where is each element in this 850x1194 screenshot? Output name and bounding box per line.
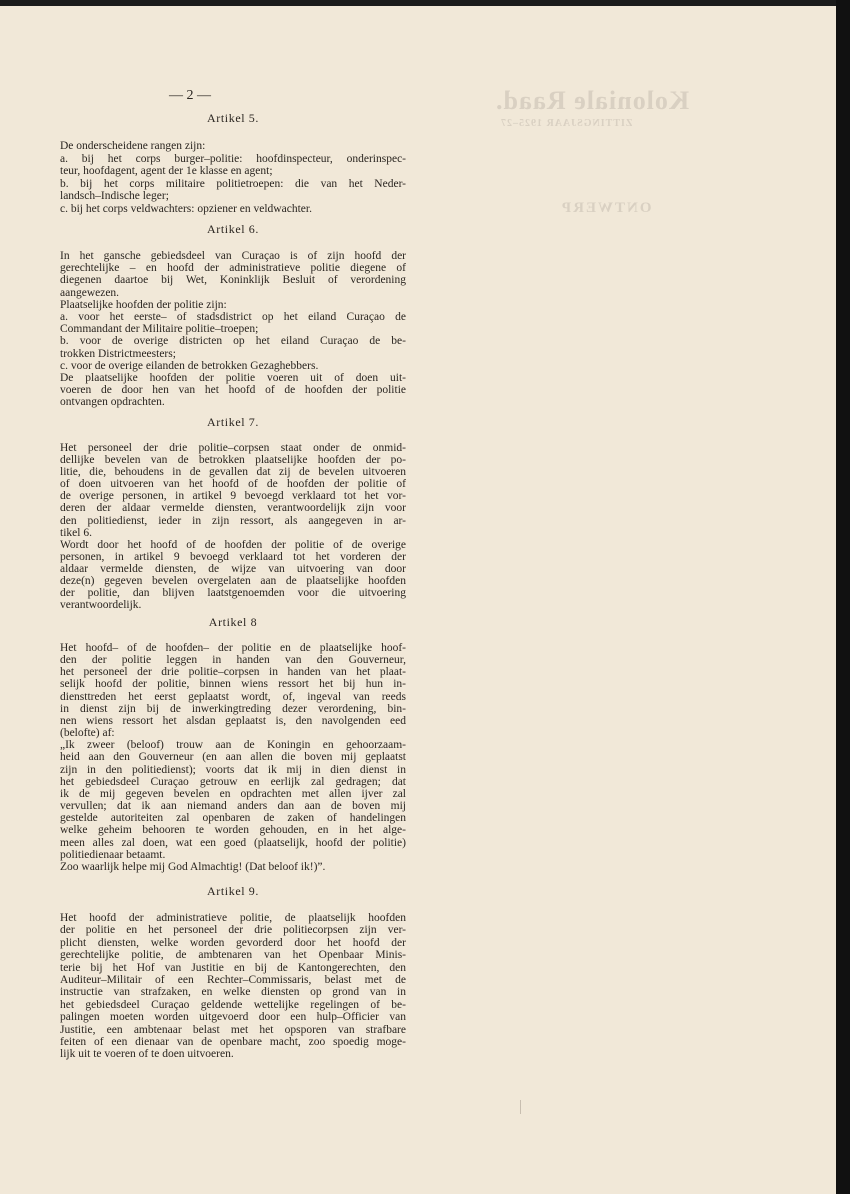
- text-line: b. bij het corps militaire politietroepen: die van het Neder-: [60, 177, 406, 190]
- scan-edge-top: [0, 0, 850, 6]
- text-line: litie, die, behoudens in de gevallen dat zij de bevelen uitvoeren: [60, 466, 406, 479]
- text-line: der politie, dan blijven laatstgenoemden voor die uitvoering: [60, 587, 406, 600]
- text-line: Wordt door het hoofd of de hoofden der politie of de overige: [60, 538, 406, 551]
- text-line: ik de mij gegeven bevelen en opdrachten met allen ijver zal: [60, 787, 406, 800]
- text-line: politiedienaar betaamt.: [60, 848, 166, 861]
- text-line: Het hoofd– of de hoofden– der politie en de plaatselijke hoof-: [60, 642, 406, 654]
- text-line: terie bij het Hof van Justitie en bij de Kantongerechten, den: [60, 961, 406, 974]
- paper-mark: [520, 1100, 521, 1114]
- scan-edge-right: [836, 0, 850, 1194]
- text-line: voeren de door hen van het hoofd of de hoofden der politie: [60, 384, 406, 397]
- text-line: landsch–Indische leger;: [60, 190, 169, 203]
- text-line: Plaatselijke hoofden der politie zijn:: [60, 298, 227, 311]
- text-line: Het hoofd der administratieve politie, de plaatselijk hoofden: [60, 912, 406, 924]
- text-line: de overige personen, in artikel 9 bevoegd verklaard tot het vor-: [60, 490, 406, 503]
- text-line: deren der aldaar vermelde diensten, verantwoordelijk zijn voor: [60, 502, 406, 515]
- text-line: welke geheim behooren te worden gehouden, en in het alge-: [60, 824, 406, 837]
- text-line: gerechtelijke – en hoofd der administratieve politie diegene of: [60, 262, 406, 275]
- bleed-through-subtitle: ZITTINGSJAAR 1925–27: [500, 118, 633, 129]
- text-line: Justitie, een ambtenaar belast met het opsporen van strafbare: [60, 1023, 406, 1036]
- text-line: (belofte) af:: [60, 727, 115, 740]
- text-line: den der politie leggen in handen van den Gouverneur,: [60, 654, 406, 667]
- text-line: zijn in den politiedienst); voorts dat ik mij in dien dienst in: [60, 763, 406, 776]
- text-line: De plaatselijke hoofden der politie voeren uit of doen uit-: [60, 372, 406, 385]
- text-line: trokken Districtmeesters;: [60, 347, 176, 360]
- text-line: gestelde autoriteiten zal openbaren de zaken of handelingen: [60, 812, 406, 825]
- text-line: deze(n) gegeven bevelen overgelaten aan de plaatselijke hoofden: [60, 575, 406, 588]
- text-line: selijk hoofd der politie, binnen wiens ressort het bij hun in-: [60, 678, 406, 691]
- article-heading: Artikel 5.: [207, 111, 259, 125]
- article-heading: Artikel 9.: [207, 884, 259, 898]
- text-line: c. voor de overige eilanden de betrokken Gezaghebbers.: [60, 359, 319, 372]
- bleed-through-title: Koloniale Raad.: [495, 86, 690, 115]
- article-heading: Artikel 6.: [207, 222, 259, 236]
- text-line: diegenen daartoe bij Wet, Koninklijk Besluit of verordening: [60, 274, 406, 287]
- text-line: a. voor het eerste– of stadsdistrict op het eiland Curaçao de: [60, 311, 406, 324]
- text-line: lijk uit te voeren of te doen uitvoeren.: [60, 1048, 234, 1061]
- article-heading: Artikel 7.: [207, 415, 259, 429]
- page-number: — 2 —: [169, 88, 211, 103]
- text-line: vervullen; dat ik aan niemand anders dan aan de boven mij: [60, 800, 406, 813]
- text-line: teur, hoofdagent, agent der 1e klasse en agent;: [60, 165, 273, 178]
- text-line: Commandant der Militaire politie–troepen;: [60, 323, 259, 336]
- text-line: meen alles zal doen, wat een goed (plaatselijk, hoofd der politie): [60, 836, 406, 849]
- bleed-through-stamp: ONTWERP: [560, 200, 652, 216]
- text-line: tikel 6.: [60, 526, 92, 539]
- text-line: ontvangen opdrachten.: [60, 396, 165, 409]
- text-line: aldaar vermelde diensten, de wijze van uitvoering van door: [60, 562, 406, 575]
- text-line: den politiedienst, ieder in zijn ressort, als aangegeven in ar-: [60, 514, 406, 527]
- text-line: nen wiens ressort het alsdan geplaatst is, den navolgenden eed: [60, 714, 406, 727]
- text-line: diensttreden het eerst geplaatst wordt, of, ingeval van reeds: [60, 690, 406, 703]
- text-line: het gebiedsdeel Curaçao getrouw en eerlijk zal gedragen; dat: [60, 775, 406, 788]
- article-body: [60, 912, 406, 1061]
- text-line: Het personeel der drie politie–corpsen staat onder de onmid-: [60, 442, 406, 454]
- text-line: instructie van strafzaken, en welke diensten op grond van in: [60, 986, 406, 999]
- text-line: personen, in artikel 9 bevoegd verklaard tot het vorderen der: [60, 550, 406, 563]
- text-line: palingen moeten worden uitgevoerd door een hulp–Officier van: [60, 1011, 406, 1024]
- text-line: aangewezen.: [60, 286, 120, 299]
- text-line: in dienst zijn bij de inwerkingtreding dezer verordening, bin-: [60, 702, 406, 715]
- article-body: [60, 140, 406, 216]
- article-body: [60, 250, 406, 409]
- text-line: c. bij het corps veldwachters: opziener en veldwachter.: [60, 202, 312, 215]
- text-line: het personeel der drie politie–corpsen in handen van het plaat-: [60, 666, 406, 679]
- text-line: Zoo waarlijk helpe mij God Almachtig! (Dat beloof ik!)”.: [60, 860, 326, 873]
- article-heading: Artikel 8: [208, 615, 258, 629]
- text-line: Auditeur–Militair of een Rechter–Commissaris, belast met de: [60, 974, 406, 987]
- text-line: De onderscheidene rangen zijn:: [60, 140, 206, 152]
- text-line: feiten of een dienaar van de openbare macht, zoo spoedig moge-: [60, 1036, 406, 1049]
- article-body: [60, 642, 406, 873]
- text-line: dellijke bevelen van de betrokken plaatselijke hoofden der po-: [60, 454, 406, 467]
- text-line: verantwoordelijk.: [60, 599, 142, 612]
- text-line: het gebiedsdeel Curaçao geldende wettelijke regelingen of be-: [60, 998, 406, 1011]
- text-line: a. bij het corps burger–politie: hoofdinspecteur, onderinspec-: [60, 152, 406, 165]
- text-line: In het gansche gebiedsdeel van Curaçao is of zijn hoofd der: [60, 250, 406, 262]
- text-line: der politie en het personeel der drie politiecorpsen zijn ver-: [60, 924, 406, 937]
- text-line: „Ik zweer (beloof) trouw aan de Koningin en gehoorzaam-: [60, 739, 406, 752]
- text-line: gerechtelijke politie, de ambtenaren van het Openbaar Minis-: [60, 949, 406, 962]
- text-line: plicht diensten, welke worden gevorderd door het hoofd der: [60, 936, 406, 949]
- article-body: [60, 442, 406, 611]
- text-line: heid aan den Gouverneur (en aan allen die boven mij geplaatst: [60, 751, 406, 764]
- text-line: of doen uitvoeren van het hoofd of de hoofden der politie of: [60, 478, 406, 491]
- text-line: b. voor de overige districten op het eiland Curaçao de be-: [60, 335, 406, 348]
